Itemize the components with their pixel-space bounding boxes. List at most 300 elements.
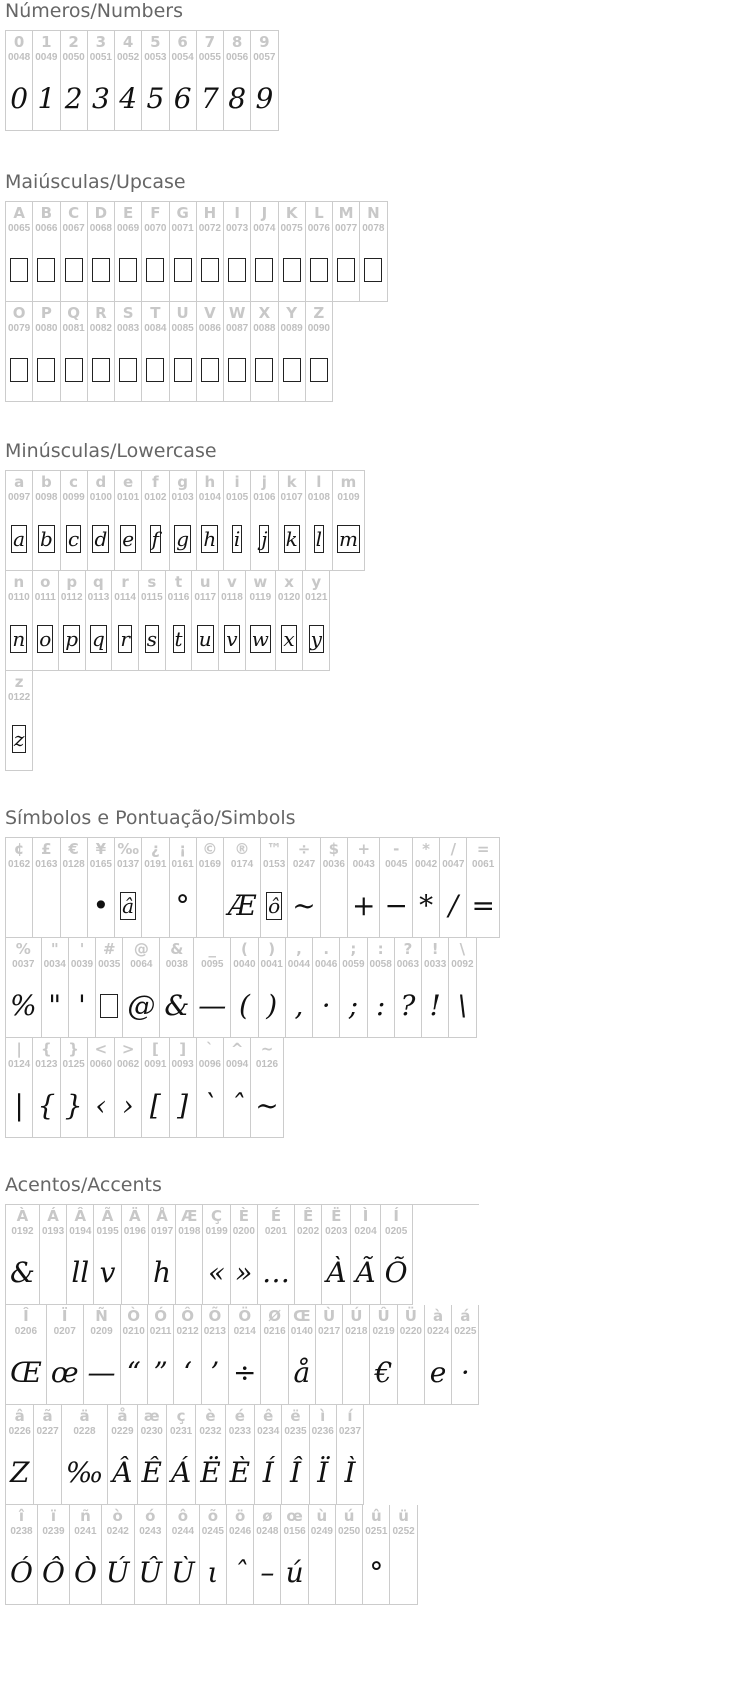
char-code: 0122 — [8, 692, 31, 703]
glyph-preview — [226, 67, 248, 130]
glyph-text: ] — [177, 1089, 189, 1122]
char-label: . — [323, 940, 330, 958]
char-code: 0035 — [98, 959, 121, 970]
glyph-cell — [196, 1405, 225, 1505]
glyph-cell — [197, 1038, 224, 1138]
char-code: 0220 — [399, 1326, 422, 1337]
char-label: ú — [343, 1507, 355, 1525]
char-code: 0194 — [69, 1226, 92, 1237]
char-code: 0089 — [280, 323, 303, 334]
char-code: 0250 — [337, 1526, 361, 1537]
glyph-preview — [228, 1441, 252, 1504]
char-label: @ — [133, 940, 149, 958]
char-code: 0069 — [117, 223, 140, 234]
glyph-text: Ó — [10, 1556, 33, 1589]
char-code: 0038 — [165, 959, 188, 970]
glyph-text: å — [293, 1356, 311, 1389]
char-code: 0110 — [8, 592, 30, 603]
glyph-preview — [231, 1541, 249, 1604]
glyph-cell — [279, 302, 306, 402]
char-label: € — [68, 840, 79, 858]
glyph-cell — [381, 1205, 413, 1305]
glyph-cell — [322, 1205, 351, 1305]
glyph-cell — [115, 202, 142, 302]
char-label: Î — [23, 1307, 29, 1325]
glyph-preview — [144, 67, 166, 130]
glyph-text: j — [261, 526, 268, 551]
char-label: ( — [240, 940, 248, 958]
glyph-text: a — [13, 526, 26, 551]
glyph-row — [6, 838, 500, 938]
glyph-cell — [167, 1505, 200, 1605]
glyph-row — [6, 202, 388, 302]
glyph-cell — [33, 202, 60, 302]
glyph-preview — [320, 1541, 324, 1604]
char-code: 0169 — [198, 859, 221, 870]
char-code: 0235 — [284, 1426, 307, 1437]
glyph-text: “ — [126, 1356, 141, 1389]
glyph-text: ” — [153, 1356, 168, 1389]
char-code: 0082 — [89, 323, 112, 334]
char-code: 0212 — [176, 1326, 199, 1337]
glyph-cell — [174, 1305, 201, 1405]
char-label: < — [94, 1040, 108, 1058]
glyph-grid — [5, 837, 500, 1138]
glyph-preview — [88, 607, 109, 670]
section-3 — [0, 807, 730, 1138]
char-label: % — [15, 940, 31, 958]
glyph-preview — [46, 1441, 50, 1504]
glyph-preview — [172, 67, 194, 130]
char-code: 0101 — [117, 492, 140, 503]
glyph-cell — [422, 938, 449, 1038]
glyph-cell — [61, 471, 88, 571]
glyph-preview — [63, 1074, 85, 1137]
glyph-preview — [86, 1341, 118, 1404]
glyph-cell — [122, 1205, 149, 1305]
glyph-cell — [261, 838, 288, 938]
glyph-text: Á — [170, 1456, 192, 1489]
glyph-text: â — [122, 893, 135, 918]
glyph-cell — [33, 471, 60, 571]
glyph-cell — [170, 302, 197, 402]
char-code: 0213 — [203, 1326, 226, 1337]
char-label: V — [204, 304, 216, 322]
char-label: ä — [79, 1407, 90, 1425]
glyph-preview — [171, 607, 187, 670]
glyph-preview — [64, 1441, 106, 1504]
glyph-preview — [46, 974, 63, 1037]
glyph-text: À — [326, 1256, 347, 1289]
char-label: p — [66, 573, 78, 591]
glyph-preview — [174, 874, 192, 937]
char-label: â — [14, 1407, 25, 1425]
char-label: a — [14, 473, 25, 491]
glyph-cell — [108, 1405, 137, 1505]
glyph-cell — [33, 571, 59, 671]
char-label: î — [18, 1507, 25, 1525]
char-code: 0053 — [144, 52, 167, 63]
glyph-text: ‹ — [95, 1089, 107, 1122]
glyph-text: • — [92, 889, 110, 922]
glyph-text: l — [315, 526, 323, 551]
char-code: 0061 — [472, 859, 495, 870]
missing-glyph-box — [90, 338, 112, 401]
glyph-cell — [449, 938, 476, 1038]
glyph-cell — [102, 1505, 135, 1605]
glyph-preview — [110, 1441, 134, 1504]
char-code: 0121 — [305, 592, 328, 603]
glyph-text: m — [339, 526, 358, 551]
glyph-preview — [292, 974, 305, 1037]
section-title: Maiúsculas/Upcase — [5, 171, 186, 193]
glyph-text: e — [429, 1356, 447, 1389]
glyph-text: Ú — [105, 1556, 130, 1589]
char-label: Æ — [181, 1207, 198, 1225]
char-code: 0034 — [43, 959, 66, 970]
glyph-text: / — [448, 889, 459, 922]
glyph-preview — [17, 874, 21, 937]
glyph-text: : — [375, 989, 386, 1022]
section-title: Acentos/Accents — [5, 1174, 162, 1196]
glyph-text: ’ — [210, 1356, 220, 1389]
glyph-preview — [195, 607, 216, 670]
char-label: P — [40, 304, 52, 322]
char-code: 0234 — [257, 1426, 280, 1437]
glyph-preview — [327, 1341, 331, 1404]
glyph-cell — [33, 302, 60, 402]
glyph-cell — [224, 202, 251, 302]
char-label: / — [450, 840, 457, 858]
glyph-text: r — [120, 626, 130, 651]
char-code: 0043 — [352, 859, 375, 870]
glyph-text: 0 — [10, 82, 29, 115]
char-label: m — [340, 473, 357, 491]
glyph-cell — [96, 938, 123, 1038]
glyph-text: 8 — [228, 82, 247, 115]
glyph-cell — [313, 938, 340, 1038]
char-label: g — [177, 473, 188, 491]
char-label: \ — [459, 940, 466, 958]
glyph-text: z — [13, 726, 25, 751]
glyph-cell — [203, 1205, 230, 1305]
glyph-cell — [170, 838, 197, 938]
glyph-preview — [63, 67, 85, 130]
char-code: 0052 — [117, 52, 140, 63]
char-label: í — [347, 1407, 353, 1425]
char-code: 0088 — [253, 323, 276, 334]
char-label: n — [13, 573, 25, 591]
char-label: Q — [67, 304, 80, 322]
glyph-text: ι — [207, 1556, 219, 1589]
glyph-preview — [148, 1074, 163, 1137]
char-label: Ï — [61, 1307, 68, 1325]
char-code: 0196 — [123, 1226, 146, 1237]
char-code: 0067 — [62, 223, 85, 234]
glyph-cell — [289, 1305, 316, 1405]
glyph-preview — [91, 874, 112, 937]
glyph-cell — [34, 1405, 61, 1505]
glyph-preview — [198, 1441, 222, 1504]
glyph-cell — [62, 1405, 109, 1505]
glyph-cell — [279, 202, 306, 302]
char-code: 0079 — [8, 323, 31, 334]
glyph-cell — [6, 31, 33, 131]
glyph-cell — [197, 471, 224, 571]
glyph-text: h — [203, 526, 217, 551]
char-code: 0050 — [62, 52, 85, 63]
char-code: 0226 — [8, 1426, 31, 1437]
char-label: : — [377, 940, 384, 958]
char-label: é — [234, 1407, 245, 1425]
char-code: 0054 — [171, 52, 194, 63]
char-code: 0140 — [290, 1326, 313, 1337]
glyph-preview — [69, 1241, 91, 1304]
glyph-cell — [6, 302, 33, 402]
char-code: 0103 — [171, 492, 194, 503]
glyph-text: È — [229, 1456, 251, 1489]
glyph-text: € — [374, 1356, 393, 1389]
glyph-preview — [133, 1241, 137, 1304]
char-label: ¥ — [95, 840, 107, 858]
char-label: È — [238, 1207, 249, 1225]
glyph-cell — [142, 202, 169, 302]
glyph-preview — [151, 1341, 169, 1404]
glyph-preview — [230, 507, 244, 570]
char-label: B — [40, 204, 53, 222]
char-label: v — [227, 573, 237, 591]
char-label: H — [203, 204, 217, 222]
glyph-preview — [148, 507, 163, 570]
glyph-preview — [51, 1241, 55, 1304]
char-label: [ — [151, 1040, 159, 1058]
glyph-preview — [151, 1241, 173, 1304]
glyph-cell — [6, 1405, 34, 1505]
glyph-text: Œ — [10, 1356, 42, 1389]
char-code: 0248 — [256, 1526, 279, 1537]
glyph-text: f — [151, 526, 160, 551]
char-label: ò — [112, 1507, 123, 1525]
glyph-cell — [115, 31, 142, 131]
missing-glyph-box — [144, 238, 166, 301]
glyph-text: · — [321, 989, 331, 1022]
char-code: 0057 — [253, 52, 276, 63]
glyph-text: 9 — [255, 82, 274, 115]
glyph-text: — — [198, 989, 227, 1022]
char-label: U — [176, 304, 189, 322]
char-label: h — [204, 473, 216, 491]
glyph-cell — [170, 471, 197, 571]
glyph-cell — [255, 1405, 282, 1505]
glyph-preview — [98, 1241, 118, 1304]
glyph-preview — [260, 1241, 292, 1304]
glyph-preview — [118, 874, 138, 937]
char-code: 0092 — [451, 959, 474, 970]
glyph-cell — [251, 471, 278, 571]
glyph-preview — [8, 607, 29, 670]
char-code: 0246 — [228, 1526, 252, 1537]
char-label: k — [286, 473, 297, 491]
char-label: _ — [208, 940, 217, 958]
glyph-preview — [181, 1341, 194, 1404]
char-label: E — [123, 204, 134, 222]
glyph-cell — [197, 31, 224, 131]
char-label: ! — [431, 940, 439, 958]
glyph-preview — [231, 1341, 258, 1404]
char-code: 0161 — [171, 859, 194, 870]
glyph-text: ° — [369, 1556, 384, 1589]
char-label: * — [422, 840, 430, 858]
missing-glyph-box — [35, 338, 57, 401]
glyph-cell — [142, 31, 169, 131]
char-code: 0237 — [338, 1426, 362, 1437]
glyph-cell — [261, 1305, 288, 1405]
glyph-preview — [12, 1074, 25, 1137]
char-label: ' — [79, 940, 85, 958]
char-label: w — [253, 573, 268, 591]
glyph-text: = — [471, 889, 495, 922]
missing-glyph-box — [362, 238, 384, 301]
char-label: è — [205, 1407, 216, 1425]
char-label: e — [123, 473, 134, 491]
glyph-cell — [425, 1305, 452, 1405]
glyph-text: ) — [266, 989, 278, 1022]
char-code: 0086 — [198, 323, 221, 334]
char-label: W — [228, 304, 246, 322]
glyph-preview — [347, 1541, 351, 1604]
char-label: F — [150, 204, 161, 222]
glyph-text: y — [310, 626, 322, 651]
glyph-text: & — [10, 1256, 35, 1289]
glyph-text: o — [39, 626, 52, 651]
glyph-text: Ì — [344, 1456, 356, 1489]
glyph-preview — [169, 1541, 197, 1604]
glyph-text: x — [283, 626, 295, 651]
glyph-cell — [142, 302, 169, 402]
char-label: Ì — [362, 1207, 369, 1225]
char-code: 0083 — [117, 323, 140, 334]
char-code: 0046 — [315, 959, 338, 970]
char-code: 0225 — [454, 1326, 477, 1337]
missing-glyph-box — [8, 238, 30, 301]
glyph-cell — [160, 938, 194, 1038]
glyph-cell — [139, 571, 166, 671]
glyph-preview — [208, 1341, 221, 1404]
char-label: Õ — [208, 1307, 222, 1325]
glyph-preview — [279, 607, 298, 670]
char-code: 0245 — [201, 1526, 224, 1537]
char-code: 0077 — [335, 223, 358, 234]
missing-glyph-box — [8, 338, 30, 401]
glyph-cell — [6, 938, 42, 1038]
char-code: 0156 — [283, 1526, 306, 1537]
glyph-cell — [170, 1038, 197, 1138]
glyph-cell — [135, 1505, 168, 1605]
char-code: 0060 — [89, 1059, 112, 1070]
glyph-cell — [6, 1205, 40, 1305]
char-label: å — [117, 1407, 128, 1425]
glyph-cell — [88, 471, 115, 571]
glyph-text: 4 — [119, 82, 138, 115]
glyph-preview — [335, 507, 362, 570]
char-code: 0238 — [10, 1526, 33, 1537]
glyph-text: ô — [268, 893, 281, 918]
missing-glyph-box — [63, 338, 85, 401]
glyph-row — [6, 1205, 479, 1305]
glyph-cell — [440, 838, 467, 938]
char-code: 0243 — [139, 1526, 162, 1537]
glyph-preview — [350, 874, 377, 937]
glyph-text: c — [68, 526, 80, 551]
glyph-text: 2 — [64, 82, 83, 115]
glyph-text: \ — [457, 989, 468, 1022]
char-label: û — [371, 1507, 382, 1525]
char-code: 0153 — [263, 859, 286, 870]
glyph-cell — [6, 1305, 47, 1405]
glyph-preview — [8, 1341, 44, 1404]
char-label: s — [147, 573, 157, 591]
glyph-preview — [8, 1541, 35, 1604]
char-label: ü — [398, 1507, 409, 1525]
char-label: " — [50, 940, 59, 958]
glyph-preview — [273, 1341, 277, 1404]
char-code: 0120 — [277, 592, 301, 603]
char-code: 0058 — [369, 959, 392, 970]
char-code: 0117 — [194, 592, 217, 603]
glyph-cell — [219, 571, 246, 671]
glyph-preview — [36, 507, 57, 570]
char-code: 0049 — [35, 52, 58, 63]
glyph-cell — [59, 571, 86, 671]
glyph-cell — [254, 1505, 281, 1605]
char-code: 0072 — [198, 223, 221, 234]
char-label: Ø — [268, 1307, 281, 1325]
glyph-cell — [70, 1505, 102, 1605]
glyph-cell — [310, 1405, 337, 1505]
char-label: Ä — [129, 1207, 141, 1225]
glyph-cell — [6, 571, 33, 671]
char-code: 0201 — [264, 1226, 288, 1237]
char-code: 0112 — [60, 592, 83, 603]
glyph-cell — [452, 1305, 479, 1405]
glyph-preview — [8, 1241, 37, 1304]
glyph-preview — [233, 1241, 254, 1304]
char-label: i — [234, 473, 240, 491]
glyph-text: – — [260, 1556, 275, 1589]
glyph-cell — [6, 471, 33, 571]
char-label: 3 — [95, 33, 107, 51]
char-code: 0065 — [8, 223, 31, 234]
char-code: 0125 — [62, 1059, 85, 1070]
char-label: ø — [262, 1507, 273, 1525]
char-label: t — [174, 573, 183, 591]
char-label: œ — [286, 1507, 303, 1525]
glyph-preview — [312, 507, 326, 570]
char-code: 0191 — [144, 859, 167, 870]
glyph-preview — [117, 67, 139, 130]
glyph-text: * — [419, 889, 434, 922]
glyph-preview — [169, 1441, 193, 1504]
char-code: 0231 — [169, 1426, 193, 1437]
glyph-cell — [380, 838, 412, 938]
char-label: > — [121, 1040, 135, 1058]
char-label: Ë — [331, 1207, 342, 1225]
glyph-text: › — [122, 1089, 134, 1122]
glyph-text: − — [384, 889, 408, 922]
glyph-row — [6, 1405, 479, 1505]
char-code: 0217 — [317, 1326, 341, 1337]
glyph-preview — [261, 1441, 276, 1504]
